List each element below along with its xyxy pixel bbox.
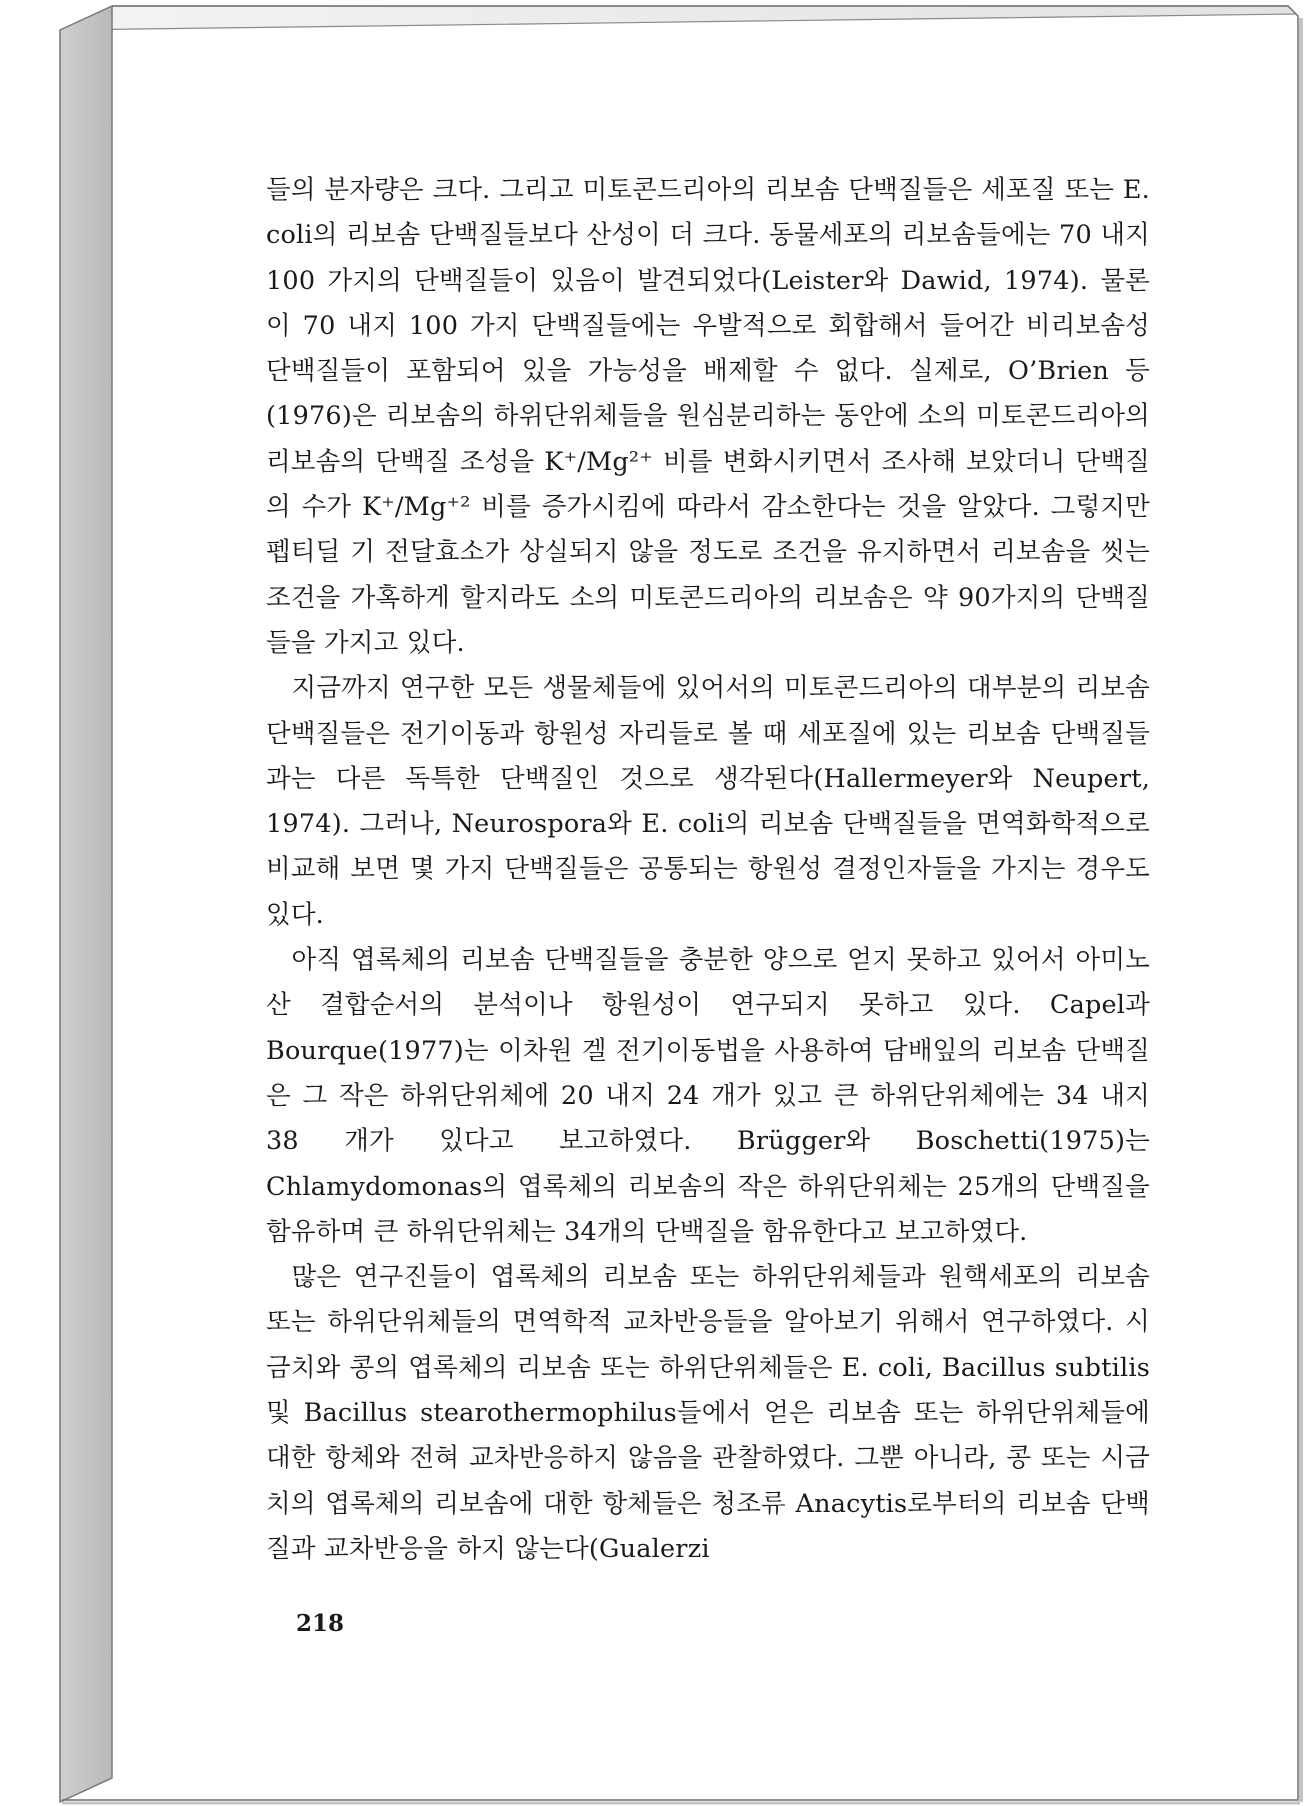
- book-spine: [60, 6, 112, 1802]
- paragraph-2: 지금까지 연구한 모든 생물체들에 있어서의 미토콘드리아의 대부분의 리보솜 단백질들은 전기이동과 항원성 자리들로 볼 때 세포질에 있는 리보솜 단백질들과는 다른 독특한 단백질인 것으로 생각된다(Hallermeyer와 Neupert, 1974). 그러나, Neurospora와 E. coli의 리보솜 단백질들을 면역화학적으로 비교해 보면 몇 가지 단백질들은 공통되는 항원성 결정인자들을 가지는 경우도 있다.: [266, 673, 1150, 930]
- paragraph-1: 들의 분자량은 크다. 그리고 미토콘드리아의 리보솜 단백질들은 세포질 또는 E. coli의 리보솜 단백질들보다 산성이 더 크다. 동물세포의 리보솜들에는 70 내지 100 가지의 단백질들이 있음이 발견되었다(Leister와 Dawid, 1974). 물론 이 70 내지 100 가지 단백질들에는 우발적으로 회합해서 들어간 비리보솜성 단백질들이 포함되어 있을 가능성을 배제할 수 없다. 실제로, O’Brien 등(1976)은 리보솜의 하위단위체들을 원심분리하는 동안에 소의 미토콘드리아의 리보솜의 단백질 조성을 K⁺/Mg²⁺ 비를 변화시키면서 조사해 보았더니 단백질의 수가 K⁺/Mg⁺² 비를 증가시킴에 따라서 감소한다는 것을 알았다. 그렇지만 펩티딜 기 전달효소가 상실되지 않을 정도로 조건을 유지하면서 리보솜을 씻는 조건을 가혹하게 할지라도 소의 미토콘드리아의 리보솜은 약 90가지의 단백질들을 가지고 있다.: [266, 175, 1150, 658]
- page-number: 218: [296, 1610, 345, 1637]
- paragraph-4: 많은 연구진들이 엽록체의 리보솜 또는 하위단위체들과 원핵세포의 리보솜 또는 하위단위체들의 면역학적 교차반응들을 알아보기 위해서 연구하였다. 시금치와 콩의 엽록체의 리보솜 또는 하위단위체들은 E. coli, Bacillus subtilis 및 Bacillus stearothermophilus들에서 얻은 리보솜 또는 하위단위체들에 대한 항체와 전혀 교차반응하지 않음을 관찰하였다. 그뿐 아니라, 콩 또는 시금치의 엽록체의 리보솜에 대한 항체들은 청조류 Anacytis로부터의 리보솜 단백질과 교차반응을 하지 않는다(Gualerzi: [266, 1262, 1150, 1564]
- page-body-text: [266, 168, 1150, 1572]
- paragraph-3: 아직 엽록체의 리보솜 단백질들을 충분한 양으로 얻지 못하고 있어서 아미노산 결합순서의 분석이나 항원성이 연구되지 못하고 있다. Capel과 Bourque(1977)는 이차원 겔 전기이동법을 사용하여 담배잎의 리보솜 단백질은 그 작은 하위단위체에 20 내지 24 개가 있고 큰 하위단위체에는 34 내지 38 개가 있다고 보고하였다. Brügger와 Boschetti(1975)는 Chlamydomonas의 엽록체의 리보솜의 작은 하위단위체는 25개의 단백질을 함유하며 큰 하위단위체는 34개의 단백질을 함유한다고 보고하였다.: [266, 945, 1150, 1247]
